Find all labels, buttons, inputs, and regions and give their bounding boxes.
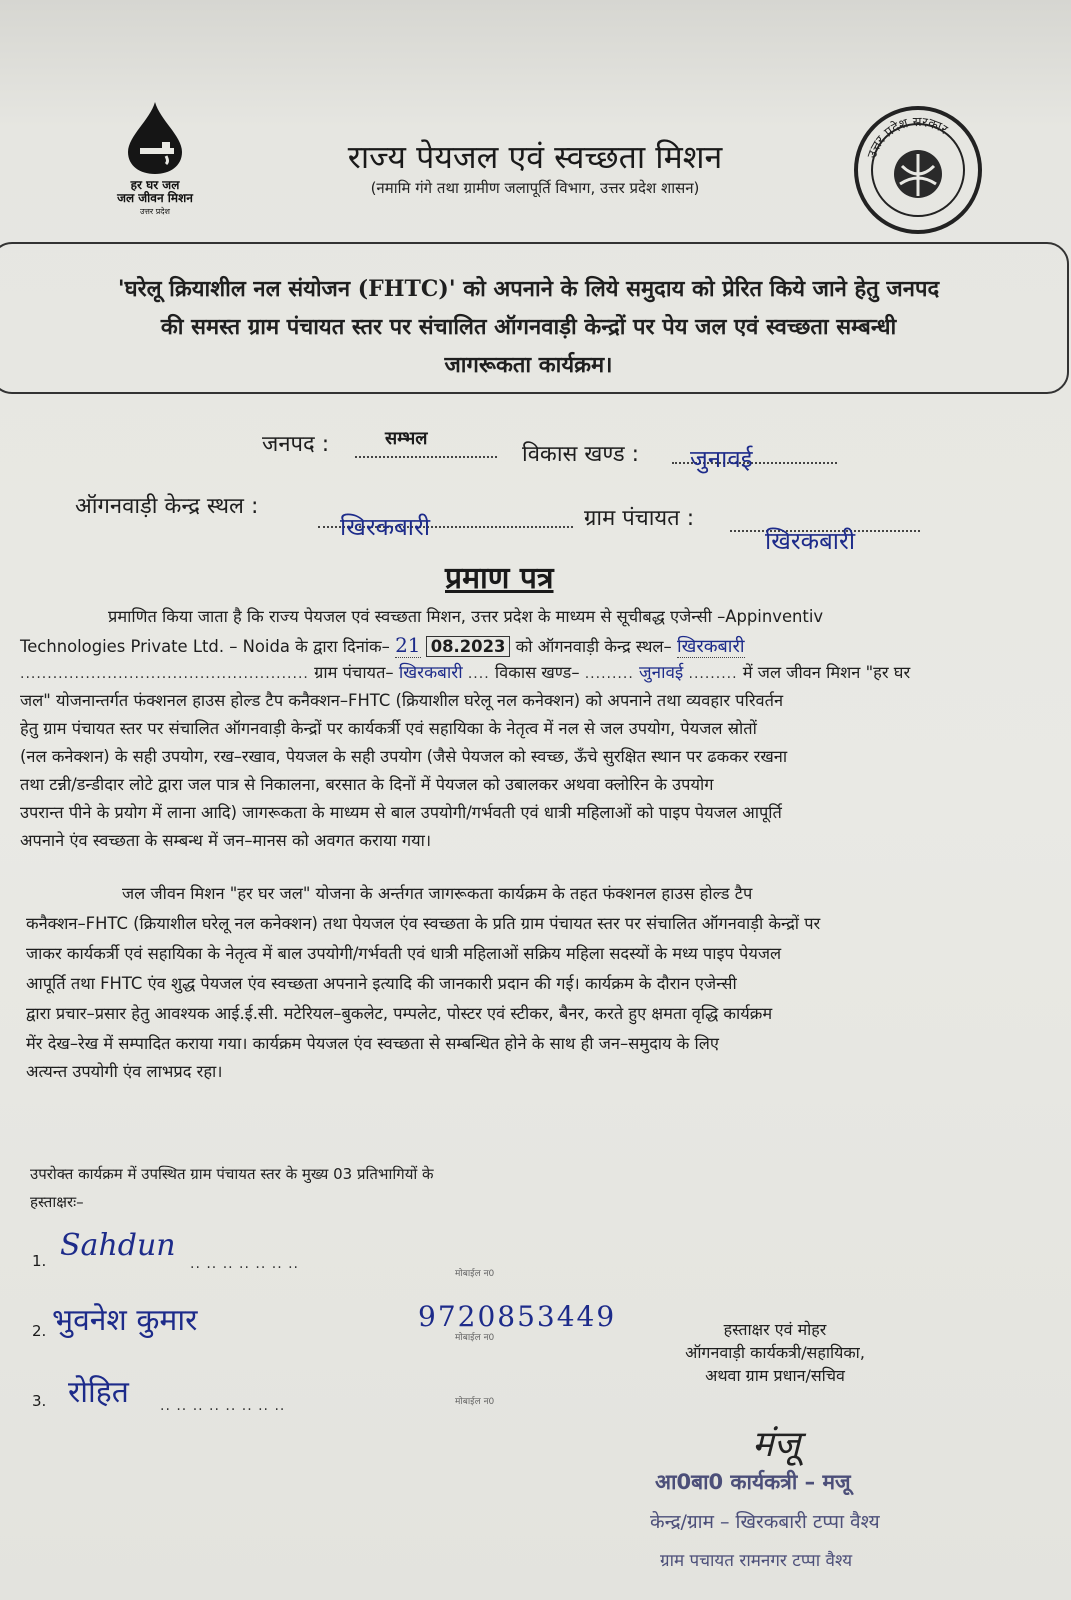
- janpad-label: जनपद :: [262, 432, 330, 457]
- para1-line-2: [20, 631, 745, 661]
- dotted-blank: ....: [467, 666, 490, 682]
- gram-panchayat-label: ग्राम पंचायत :: [584, 506, 695, 531]
- seal-text: उत्तर प्रदेश सरकार: [864, 114, 950, 161]
- participant-1-signature: Sahdun: [60, 1228, 176, 1263]
- para1-line-3-text-b: विकास खण्ड–: [494, 663, 580, 682]
- anganwadi-value: खिरकबारी: [340, 513, 431, 541]
- para2-line-6: मेंर देख–रेख में सम्पादित कराया गया। कार्यक्रम पेयजल एंव स्वच्छता से सम्बन्धित होने के साथ ही जन–समुदाय के लिए: [26, 1034, 719, 1053]
- gram-panchayat-value: खिरकबारी: [765, 527, 856, 555]
- stamp-line-2: केन्द्र/ग्राम – खिरकबारी टप्पा वैश्य: [650, 1511, 880, 1533]
- authority-line-1: हस्ताक्षर एवं मोहर: [723, 1320, 827, 1339]
- banner-line-1: 'घरेलू क्रियाशील नल संयोजन (FHTC)' को अपनाने के लिये समुदाय को प्रेरित किये जाने हेतु जनपद: [117, 276, 940, 302]
- anganwadi-label: ऑगनवाड़ी केन्द्र स्थल :: [75, 494, 259, 519]
- jal-jeevan-mission-logo: [100, 100, 210, 230]
- para1-line-1: प्रमाणित किया जाता है कि राज्य पेयजल एवं स्वच्छता मिशन, उत्तर प्रदेश के माध्यम से सूचीबद्ध एजेन्सी –Appinventiv: [108, 607, 824, 626]
- participant-2-signature: भुवनेश कुमार: [52, 1303, 198, 1338]
- participant-1-mobile-label: मोबाईल न0: [455, 1269, 495, 1279]
- para1-line-2-text-b: को ऑगनवाड़ी केन्द्र स्थल–: [515, 637, 672, 656]
- date-month-year: 08.2023: [426, 636, 511, 657]
- logo-caption-2: जल जीवन मिशन: [117, 191, 193, 205]
- vikas-khand-label: विकास खण्ड :: [522, 442, 640, 467]
- block-inline-value: जुनावई: [639, 663, 684, 683]
- participants-intro-1: उपरोक्त कार्यक्रम में उपस्थित ग्राम पंचायत स्तर के मुख्य 03 प्रतिभागियों के: [30, 1165, 434, 1183]
- org-title: राज्य पेयजल एवं स्वच्छता मिशन: [347, 138, 723, 176]
- water-drop-icon: [120, 100, 190, 175]
- dotted-blank: .....................................................: [20, 666, 309, 682]
- up-government-seal: [852, 104, 984, 236]
- vikas-khand-value: जुनावई: [690, 445, 753, 473]
- authority-block: [650, 1318, 900, 1387]
- para2-line-3: जाकर कार्यकर्त्री एवं सहायिका के नेतृत्व में बाल उपयोगी/गर्भवती एवं धात्री महिलाओं सक्रिय महिला सदस्यों के मध्य पाइप पेयजल: [26, 944, 782, 963]
- date-day: 21: [395, 633, 421, 657]
- logo-caption-3: उत्तर प्रदेश: [140, 207, 170, 216]
- janpad-value: सम्भल: [385, 428, 428, 449]
- stamp-line-3: ग्राम पचायत रामनगर टप्पा वैश्य: [660, 1551, 853, 1571]
- para1-line-8: उपरान्त पीने के प्रयोग में लाना आदि) जागरूकता के माध्यम से बाल उपयोगी/गर्भवती एवं धात्री महिलाओं को पाइप पेयजल आपूर्ति: [20, 803, 782, 822]
- participant-2-number: 2.: [32, 1322, 47, 1340]
- participant-2-mobile: 9720853449: [418, 1300, 617, 1333]
- authority-line-3: अथवा ग्राम प्रधान/सचिव: [705, 1366, 845, 1385]
- para1-line-6: (नल कनेक्शन) के सही उपयोग, रख–रखाव, पेयजल के सही उपयोग (जैसे पेयजल को स्वच्छ, ऊँचे सुरक्षित स्थान पर ढककर रखना: [20, 747, 788, 766]
- stamp-line-1: आ0बा0 कार्यकत्री – मजू: [655, 1470, 851, 1494]
- para1-line-5: हेतु ग्राम पंचायत स्तर पर संचालित ऑगनवाड़ी केन्द्रों पर कार्यकर्त्री एवं सहायिका के नेतृत्व में नल से जल उपयोग, पेयजल स्रोतों: [20, 719, 757, 738]
- authority-line-2: ऑगनवाड़ी कार्यकत्री/सहायिका,: [685, 1343, 865, 1362]
- para2-line-2: कनैक्शन–FHTC (क्रियाशील घरेलू नल कनेक्शन) तथा पेयजल एंव स्वच्छता के प्रति ग्राम पंचायत स्तर पर संचालित ऑगनवाड़ी केन्द्रों पर: [26, 914, 821, 933]
- para1-line-3-text-a: ग्राम पंचायत–: [314, 663, 394, 682]
- authority-signature: मंजू: [752, 1424, 801, 1465]
- para2-line-4: आपूर्ति तथा FHTC एंव शुद्ध पेयजल एंव स्वच्छता अपनाने इत्यादि की जानकारी प्रदान की गई। कार्यक्रम के दौरान एजेन्सी: [26, 974, 737, 993]
- dotted-blank: .. .. .. .. .. .. .. ..: [160, 1398, 286, 1414]
- para1-line-4: जल" योजनान्तर्गत फंक्शनल हाउस होल्ड टैप कनैक्शन–FHTC (क्रियाशील घरेलू नल कनेक्शन) को अपनाने तथा व्यवहार परिवर्तन: [20, 691, 784, 710]
- program-banner: [0, 242, 1069, 394]
- banner-line-2: की समस्त ग्राम पंचायत स्तर पर संचालित ऑगनवाड़ी केन्द्रों पर पेय जल एवं स्वच्छता सम्बन्धी: [160, 314, 897, 340]
- dotted-blank: .. .. .. .. .. .. ..: [190, 1256, 300, 1272]
- para1-line-3: [20, 659, 910, 688]
- para2-line-5: द्वारा प्रचार–प्रसार हेतु आवश्यक आई.ई.सी. मटेरियल–बुकलेट, पम्पलेट, पोस्टर एवं स्टीकर, बैनर, करते हुए क्षमता वृद्धि कार्यक्रम: [26, 1004, 773, 1023]
- anganwadi-inline-value: खिरकबारी: [676, 636, 745, 657]
- para2-line-7: अत्यन्त उपयोगी एंव लाभप्रद रहा।: [26, 1062, 223, 1081]
- participant-3-number: 3.: [32, 1392, 47, 1410]
- participant-3-signature: रोहित: [68, 1375, 129, 1410]
- logo-caption-1: हर घर जल: [130, 178, 180, 192]
- dotted-blank: .........: [584, 666, 634, 682]
- para1-line-3-text-c: में जल जीवन मिशन "हर घर: [742, 663, 911, 682]
- para1-line-9: अपनाने एंव स्वच्छता के सम्बन्ध में जन–मानस को अवगत कराया गया।: [20, 831, 432, 850]
- para1-line-2-text-a: Technologies Private Ltd. – Noida के द्वारा दिनांक–: [20, 637, 390, 656]
- org-subtitle: (नमामि गंगे तथा ग्रामीण जलापूर्ति विभाग, उत्तर प्रदेश शासन): [370, 179, 700, 197]
- banner-line-3: जागरूकता कार्यक्रम।: [444, 352, 613, 378]
- certificate-title: प्रमाण पत्र: [445, 561, 554, 596]
- participant-2-mobile-label: मोबाईल न0: [455, 1333, 495, 1343]
- para2-line-1: जल जीवन मिशन "हर घर जल" योजना के अर्न्तगत जागरूकता कार्यक्रम के तहत फंक्शनल हाउस होल्ड टैप: [122, 884, 753, 903]
- panchayat-inline-value: खिरकबारी: [398, 663, 463, 683]
- para1-line-7: तथा टन्नी/डन्डीदार लोटे द्वारा जल पात्र से निकालना, बरसात के दिनों में पेयजल को उबालकर अथवा क्लोरिन के उपयोग: [20, 775, 714, 794]
- participants-intro-2: हस्ताक्षरः–: [30, 1193, 84, 1211]
- participant-1-number: 1.: [32, 1252, 47, 1270]
- participant-3-mobile-label: मोबाईल न0: [455, 1397, 495, 1407]
- dotted-blank: .........: [688, 666, 738, 682]
